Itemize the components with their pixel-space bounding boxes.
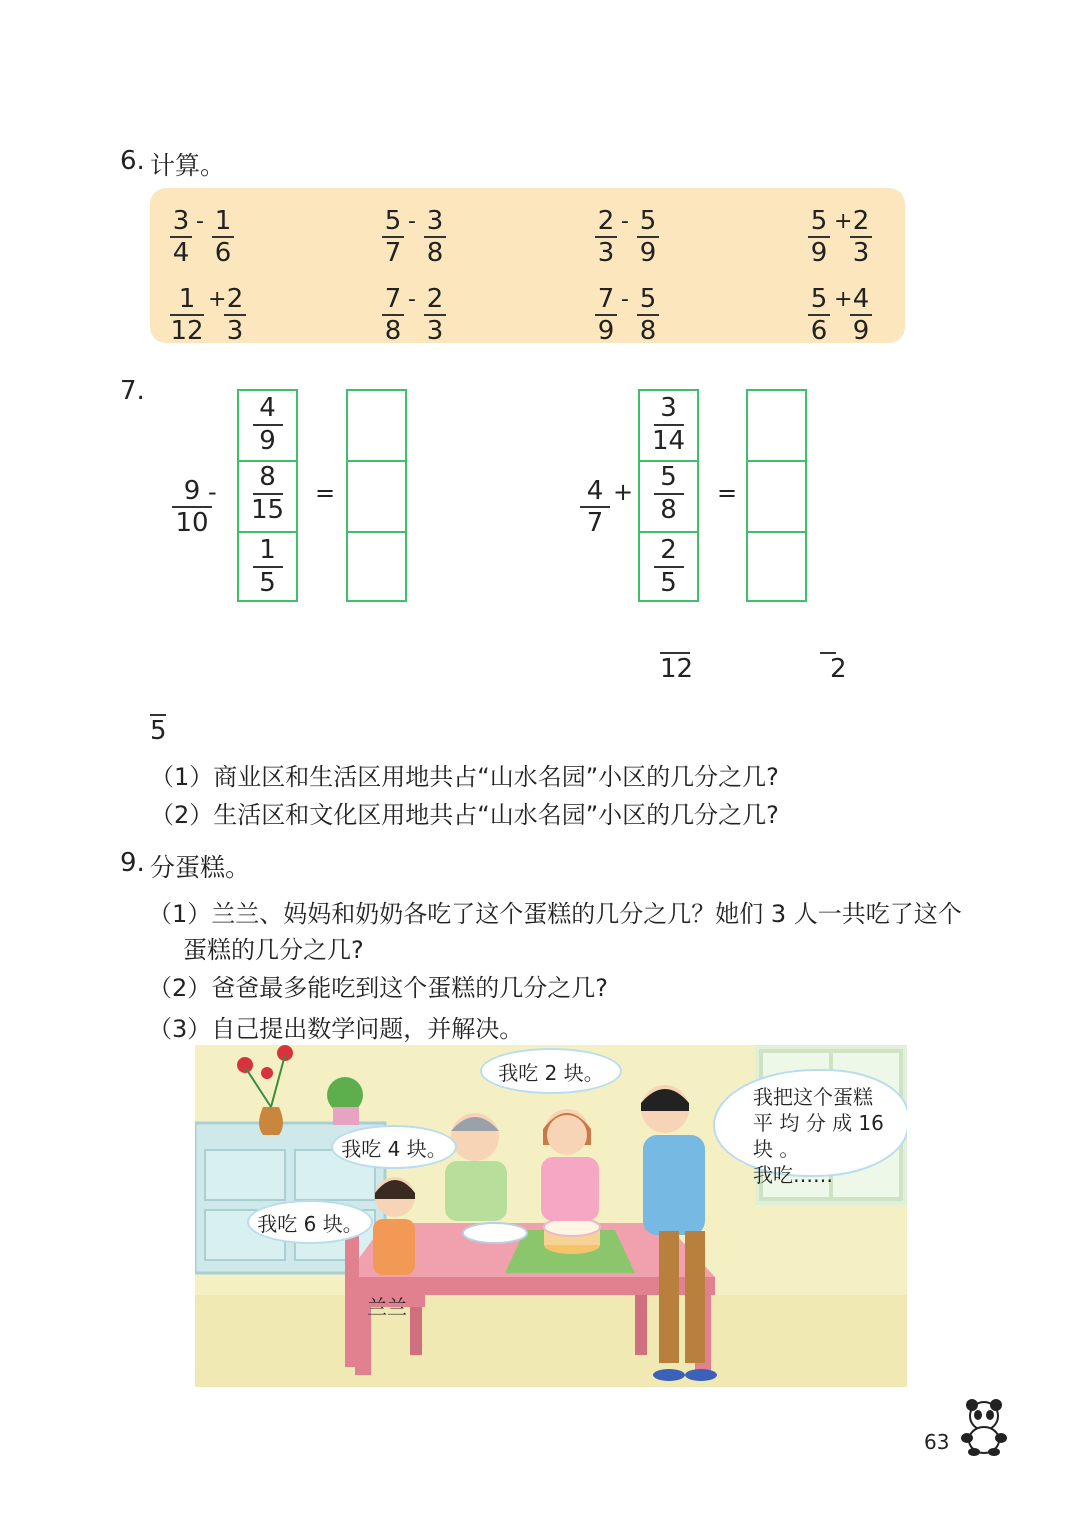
q7-right-cell-2-num: 5 — [660, 462, 677, 492]
denominator: 12 — [170, 316, 204, 346]
denominator: 8 — [426, 238, 444, 268]
q7-right-cell-1-den: 14 — [651, 426, 686, 456]
question-7-number: 7. — [120, 376, 145, 406]
q7-right-cell-1 — [640, 393, 697, 457]
q7-left-base-num: 9 — [183, 476, 201, 506]
q7-right-answer-box[interactable] — [746, 389, 807, 602]
stray-denominator-5 — [150, 714, 167, 746]
q8-sub-1: （1）商业区和生活区用地共占“山水名园”小区的几分之几? — [150, 763, 779, 791]
q7-right-operand-box — [638, 389, 699, 602]
q9-sub-2: （2）爸爸最多能吃到这个蛋糕的几分之几? — [148, 974, 609, 1002]
numerator: 3 — [426, 206, 444, 236]
panda-icon — [958, 1398, 1010, 1456]
stray-denominator-12 — [660, 652, 693, 684]
numerator: 5 — [810, 284, 828, 314]
numerator: 5 — [384, 206, 402, 236]
q9-sub-1-line-1: （1）兰兰、妈妈和奶奶各吃了这个蛋糕的几分之几？她们 3 人一共吃了这个 — [148, 900, 962, 928]
calc-expression — [382, 284, 492, 350]
stray-denominator-2 — [820, 652, 847, 684]
numerator: 7 — [597, 284, 615, 314]
q7-left-base-fraction — [172, 476, 212, 538]
dad-line-3: 我吃…… — [753, 1163, 833, 1187]
calc-expression — [808, 206, 918, 272]
q9-sub-1-line-2: 蛋糕的几分之几? — [183, 936, 364, 964]
q7-left-cell-1 — [239, 393, 296, 457]
fraction — [224, 284, 246, 346]
q7-right-answer-cell-3[interactable] — [748, 531, 805, 602]
operator: + — [208, 287, 227, 312]
q7-right-cell-1-num: 3 — [660, 393, 677, 423]
fraction — [850, 284, 872, 346]
denominator: 4 — [172, 238, 190, 268]
q7-left-operand-box — [237, 389, 298, 602]
fraction — [170, 284, 204, 346]
q7-right-cell-2-den: 8 — [660, 495, 677, 525]
denominator: 3 — [426, 316, 444, 346]
calc-expression — [808, 284, 918, 350]
fraction — [637, 284, 659, 346]
q7-left-cell-2 — [239, 460, 296, 531]
q7-right-answer-cell-2[interactable] — [748, 460, 805, 531]
operator: + — [834, 209, 853, 234]
operator: - — [408, 287, 416, 312]
fraction — [595, 206, 617, 268]
numerator: 2 — [597, 206, 615, 236]
q7-left-cell-1-den: 9 — [259, 426, 276, 456]
question-6-title: 计算。 — [150, 151, 226, 180]
speech-bubble-dad — [713, 1069, 907, 1187]
fraction — [382, 206, 404, 268]
question-9-title: 分蛋糕。 — [150, 853, 251, 882]
denominator: 3 — [226, 316, 244, 346]
q7-left-equals: = — [315, 479, 336, 507]
q7-left-answer-box[interactable] — [346, 389, 407, 602]
q7-right-base-num: 4 — [586, 476, 604, 506]
operator: - — [408, 209, 416, 234]
fraction — [808, 284, 830, 346]
fraction — [382, 284, 404, 346]
calculation-panel — [150, 188, 905, 346]
stray-12-text: 12 — [660, 654, 694, 684]
q7-left-cell-3 — [239, 531, 296, 602]
fraction — [212, 206, 234, 268]
numerator: 4 — [852, 284, 870, 314]
q7-right-equals: = — [717, 479, 738, 507]
fraction — [595, 284, 617, 346]
denominator: 3 — [852, 238, 870, 268]
calc-expression — [595, 284, 705, 350]
cake-sharing-illustration — [195, 1045, 907, 1387]
numerator: 2 — [226, 284, 244, 314]
numerator: 1 — [178, 284, 196, 314]
speech-bubble-grandma: 我吃 4 块。 — [331, 1125, 457, 1169]
question-9-number: 9. — [120, 848, 145, 878]
q7-right-operator: + — [613, 478, 634, 506]
calc-expression — [170, 206, 280, 272]
fraction — [424, 284, 446, 346]
denominator: 9 — [810, 238, 828, 268]
numerator: 2 — [426, 284, 444, 314]
q7-right-base-den: 7 — [586, 508, 604, 538]
numerator: 5 — [810, 206, 828, 236]
stray-5-text: 5 — [150, 716, 167, 746]
operator: + — [834, 287, 853, 312]
page-number: 63 — [924, 1430, 950, 1454]
q7-left-base-den: 10 — [175, 508, 209, 538]
operator: - — [196, 209, 204, 234]
denominator: 9 — [852, 316, 870, 346]
q8-sub-2: （2）生活区和文化区用地共占“山水名园”小区的几分之几? — [150, 801, 779, 829]
q7-right-cell-3 — [640, 531, 697, 602]
stray-2-text: 2 — [830, 654, 847, 684]
denominator: 6 — [214, 238, 232, 268]
numerator: 3 — [172, 206, 190, 236]
calc-expression — [382, 206, 492, 272]
girl-name-label: 兰兰 — [367, 1295, 407, 1319]
q9-sub-3: （3）自己提出数学问题，并解决。 — [148, 1015, 524, 1043]
operator: - — [621, 209, 629, 234]
denominator: 8 — [384, 316, 402, 346]
speech-bubble-mom: 我吃 2 块。 — [480, 1048, 622, 1094]
q7-right-cell-3-num: 2 — [660, 535, 677, 565]
denominator: 7 — [384, 238, 402, 268]
numerator: 7 — [384, 284, 402, 314]
denominator: 9 — [639, 238, 657, 268]
denominator: 3 — [597, 238, 615, 268]
q7-left-answer-cell-2[interactable] — [348, 460, 405, 531]
dad-line-2: 平 均 分 成 16 块 。 — [753, 1111, 884, 1161]
question-6-number: 6. — [120, 146, 145, 176]
fraction — [424, 206, 446, 268]
fraction — [637, 206, 659, 268]
fraction — [808, 206, 830, 268]
q7-left-cell-1-num: 4 — [259, 393, 276, 423]
numerator: 5 — [639, 206, 657, 236]
q7-left-cell-3-den: 5 — [259, 568, 276, 598]
denominator: 9 — [597, 316, 615, 346]
q7-left-cell-3-num: 1 — [259, 535, 276, 565]
calc-expression — [170, 284, 280, 350]
denominator: 8 — [639, 316, 657, 346]
numerator: 5 — [639, 284, 657, 314]
numerator: 2 — [852, 206, 870, 236]
dad-line-1: 我把这个蛋糕 — [753, 1085, 873, 1109]
q7-left-operator: - — [208, 478, 217, 506]
q7-left-cell-2-den: 15 — [250, 495, 285, 525]
fraction — [850, 206, 872, 268]
speech-bubble-lanlan: 我吃 6 块。 — [247, 1200, 373, 1244]
q7-left-answer-cell-3[interactable] — [348, 531, 405, 602]
operator: - — [621, 287, 629, 312]
q7-right-base-fraction — [580, 476, 610, 538]
denominator: 6 — [810, 316, 828, 346]
fraction — [170, 206, 192, 268]
numerator: 1 — [214, 206, 232, 236]
calc-expression — [595, 206, 705, 272]
q7-right-cell-2 — [640, 460, 697, 531]
q7-left-cell-2-num: 8 — [259, 462, 276, 492]
q7-right-cell-3-den: 5 — [660, 568, 677, 598]
